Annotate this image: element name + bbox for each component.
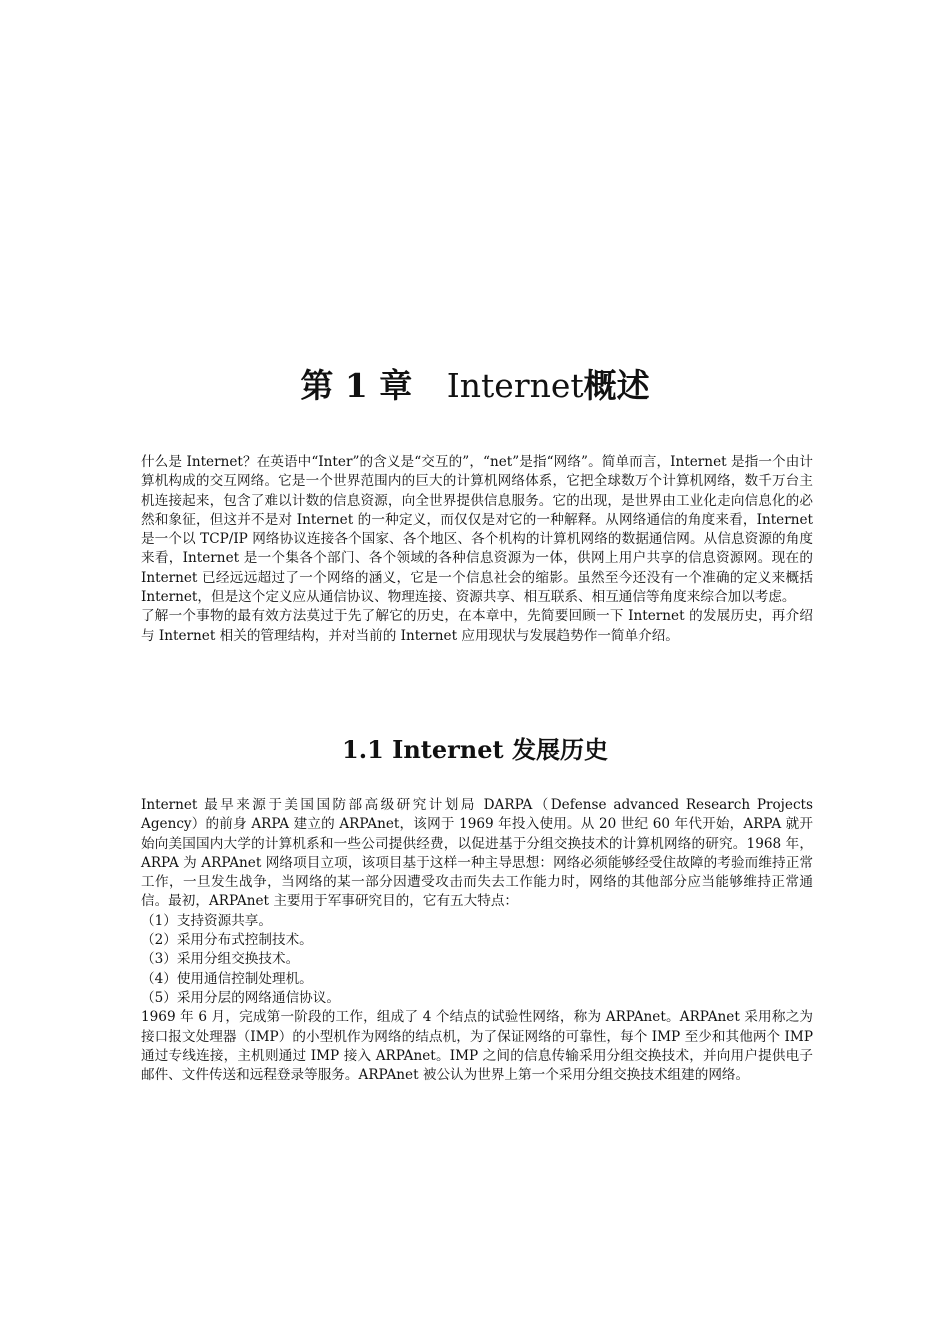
section-title: 1.1 Internet 发展历史 [342, 735, 608, 764]
feature-item-1: （1）支持资源共享。 [141, 912, 272, 929]
chapter-title-chinese: 概述 [583, 366, 650, 405]
chapter-title-english: Internet [446, 366, 584, 405]
intro-paragraph-2: 了解一个事物的最有效方法莫过于先了解它的历史，在本章中，先简要回顾一下 Internet 的发展历史，再介绍与 Internet 相关的管理结构，并对当前的 Internet 应用现状与发展趋势作一简单介绍。 [141, 608, 813, 644]
chapter-title [0, 363, 950, 409]
feature-item-2: （2）采用分布式控制技术。 [141, 932, 313, 949]
chapter-number: 第 1 章 [300, 366, 413, 405]
feature-item-5: （5）采用分层的网络通信协议。 [141, 989, 340, 1006]
feature-item-3: （3）采用分组交换技术。 [141, 951, 300, 968]
history-paragraph-1: Internet 最早来源于美国国防部高级研究计划局 DARPA（Defense advanced Research Projects Agency）的前身 ARPA 建立的 ARPAnet，该网于 1969 年投入使用。从 20 世纪 60 年代开始，ARPA 就开始向美国国内大学的计算机系和一些公司提供经费，以促进基于分组交换技术的计算机网络的研究。1968 年，ARPA 为 ARPAnet 网络项目立项，该项目基于这样一种主导思想：网络必须能够经受住故障的考验而维持正常工作，一旦发生战争，当网络的某一部分因遭受攻击而失去工作能力时，网络的其他部分应当能够维持正常通信。最初，ARPAnet 主要用于军事研究目的，它有五大特点： [141, 797, 813, 910]
feature-item-4: （4）使用通信控制处理机。 [141, 970, 313, 987]
history-section [141, 796, 813, 1085]
history-paragraph-2: 1969 年 6 月，完成第一阶段的工作，组成了 4 个结点的试验性网络，称为 ARPAnet。ARPAnet 采用称之为接口报文处理器（IMP）的小型机作为网络的结点机，为了保证网络的可靠性，每个 IMP 至少和其他两个 IMP 通过专线连接，主机则通过 IMP 接入 ARPAnet。IMP 之间的信息传输采用分组交换技术，并向用户提供电子邮件、文件传送和远程登录等服务。ARPAnet 被公认为世界上第一个采用分组交换技术组建的网络。 [141, 1009, 813, 1084]
intro-paragraph-1: 什么是 Internet？在英语中“Inter”的含义是“交互的”，“net”是指“网络”。简单而言，Internet 是指一个由计算机构成的交互网络。它是一个世界范围内的巨大的计算机网络体系，它把全球数万个计算机网络，数千万台主机连接起来，包含了难以计数的信息资源，向全世界提供信息服务。它的出现，是世界由工业化走向信息化的必然和象征，但这并不是对 Internet 的一种定义，而仅仅是对它的一种解释。从网络通信的角度来看，Internet 是一个以 TCP/IP 网络协议连接各个国家、各个地区、各个机构的计算机网络的数据通信网。从信息资源的角度来看，Internet 是一个集各个部门、各个领域的各种信息资源为一体，供网上用户共享的信息资源网。现在的 Internet 已经远远超过了一个网络的涵义，它是一个信息社会的缩影。虽然至今还没有一个准确的定义来概括 Internet，但是这个定义应从通信协议、物理连接、资源共享、相互联系、相互通信等角度来综合加以考虑。 [141, 454, 813, 606]
intro-section [141, 453, 813, 646]
